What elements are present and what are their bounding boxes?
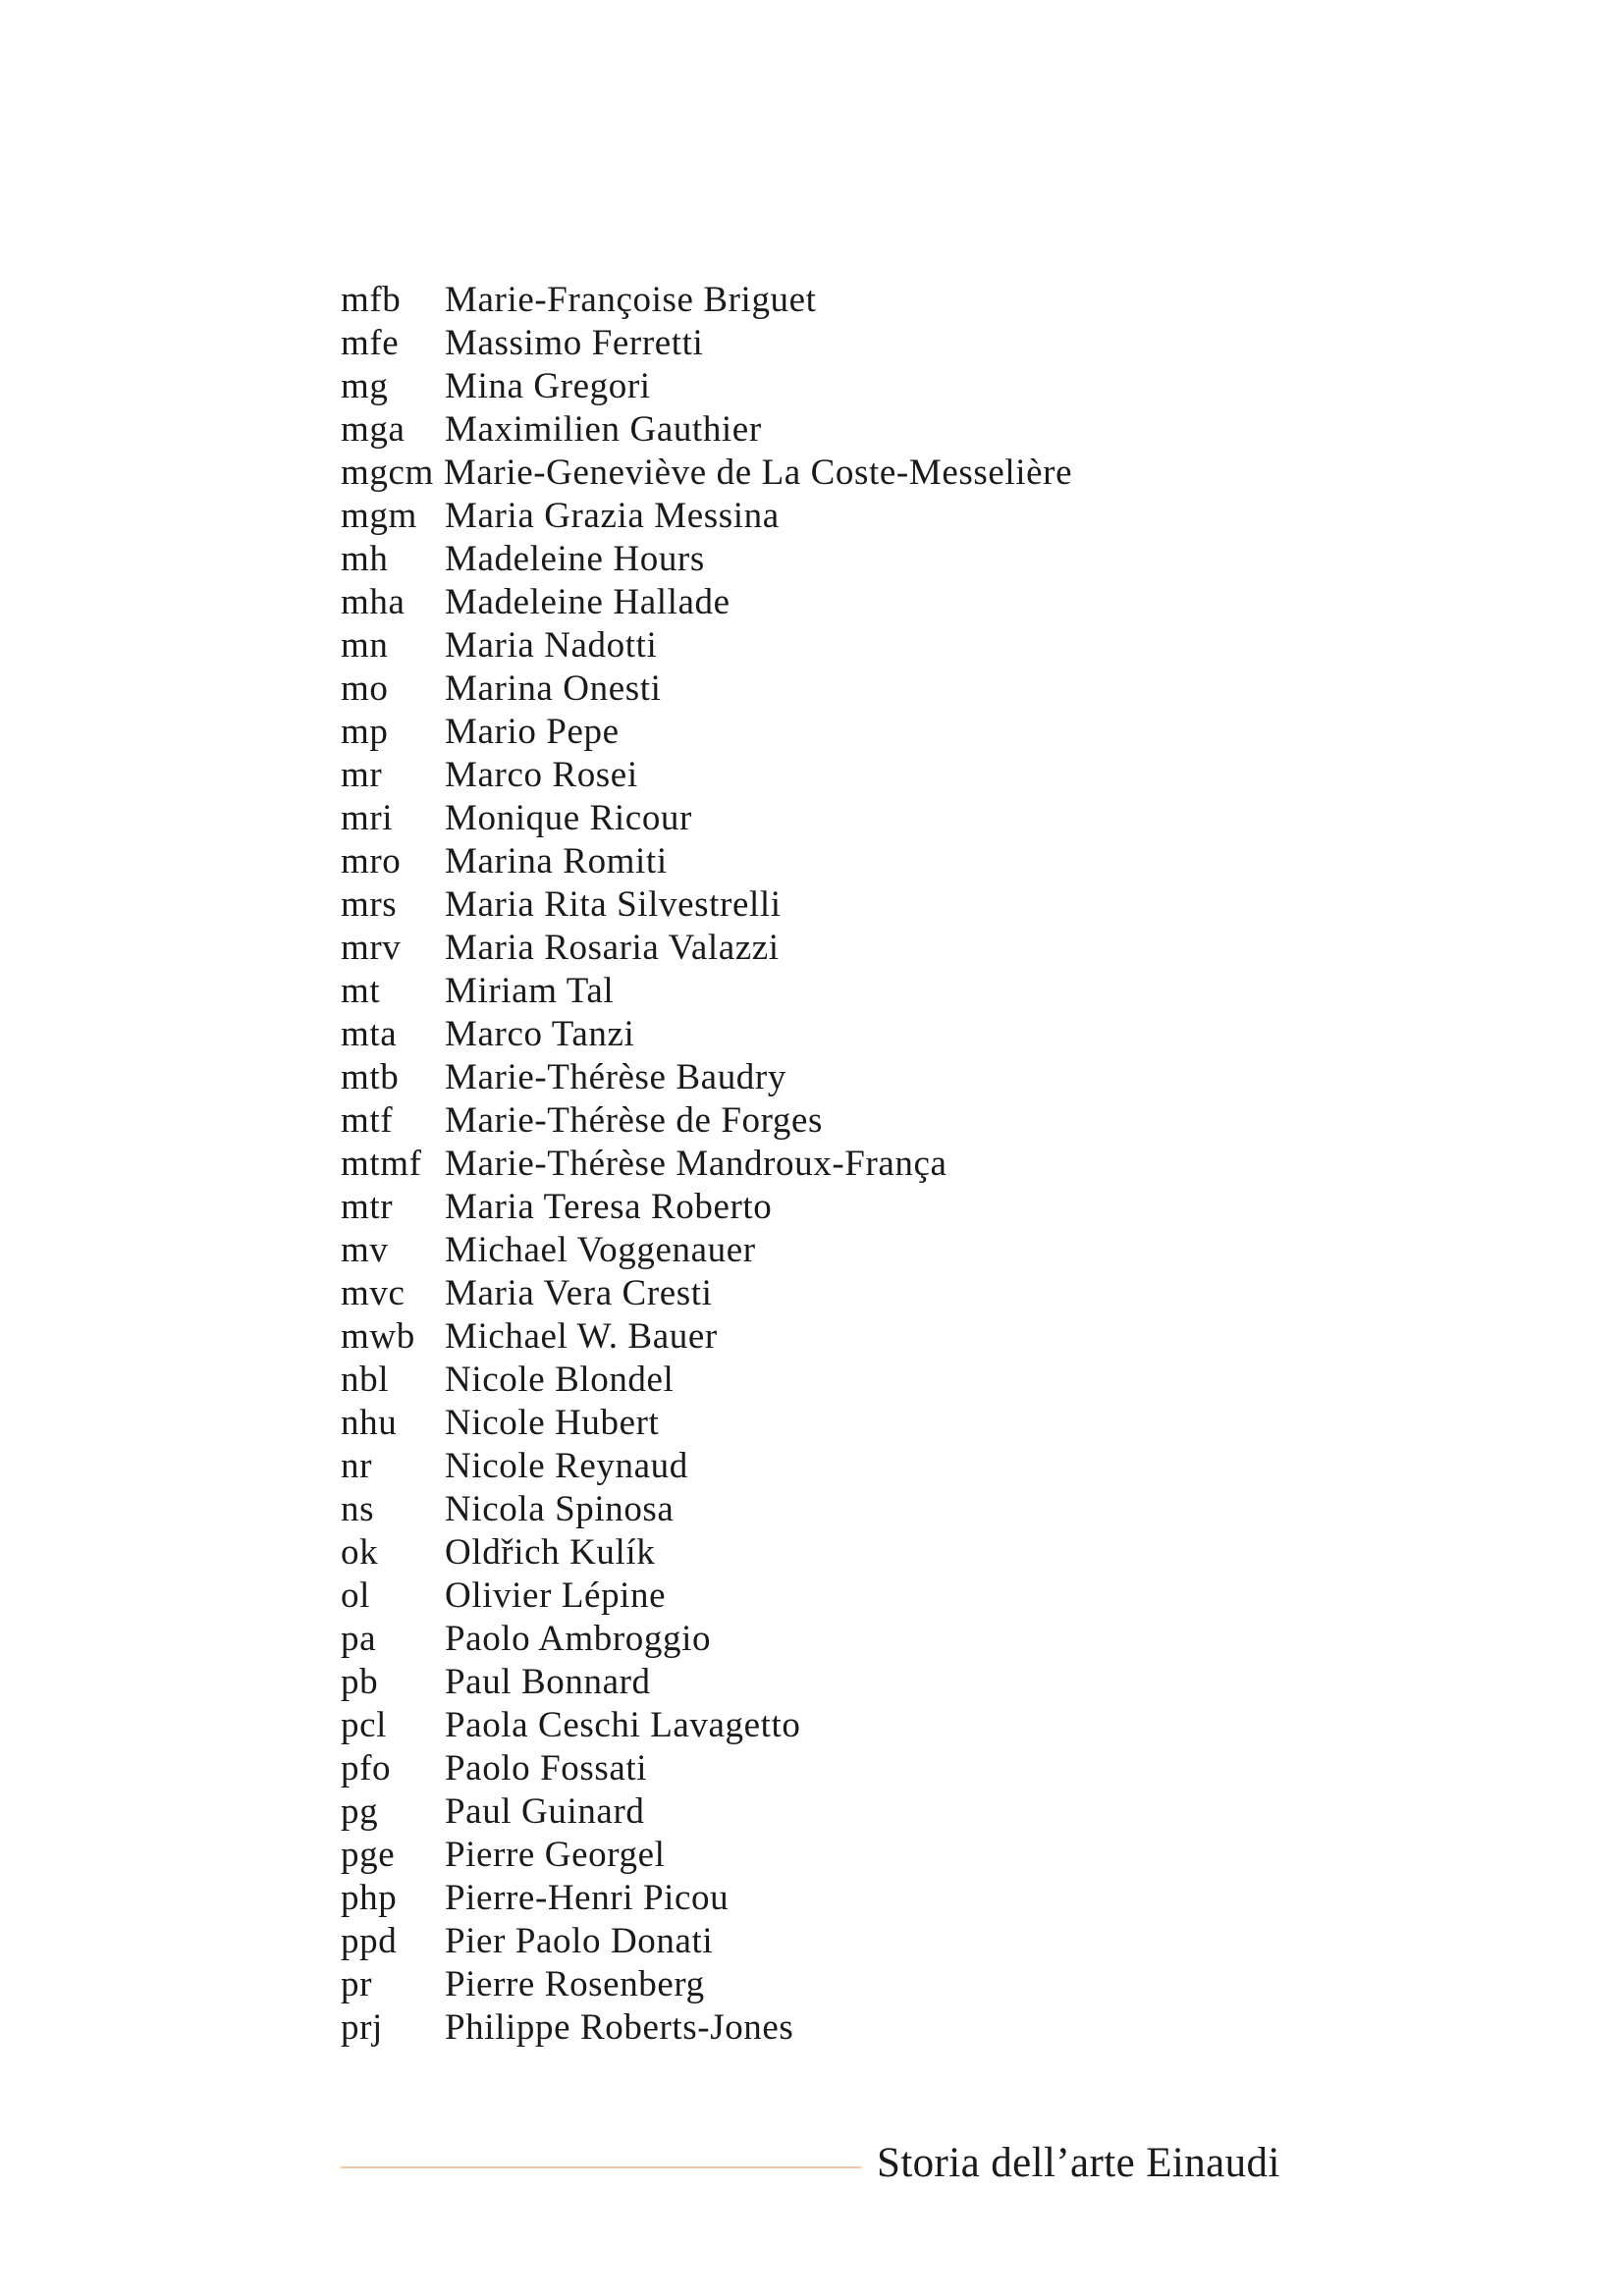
entry-abbreviation: pfo [341,1748,392,1789]
list-item [341,408,1072,452]
entry-name: Marie-Thérèse Mandroux-França [445,1144,947,1184]
list-item [341,927,1072,970]
entry-name: Massimo Ferretti [445,323,704,363]
list-item [341,1790,1072,1834]
list-item [341,1920,1072,1963]
entry-abbreviation: mh [341,539,389,579]
entry-name: Philippe Roberts-Jones [445,2007,794,2048]
list-item [341,2006,1072,2050]
entry-name: Miriam Tal [445,971,615,1011]
entry-abbreviation: mtb [341,1057,400,1097]
entry-name: Maria Vera Cresti [445,1273,713,1313]
entry-name: Maria Rita Silvestrelli [445,884,782,925]
list-item [341,452,1072,495]
entry-abbreviation: mta [341,1014,398,1054]
list-item [341,1272,1072,1315]
list-item [341,797,1072,840]
entry-abbreviation: mr [341,755,383,795]
entry-name: Nicola Spinosa [445,1489,675,1529]
entry-name: Madeleine Hallade [445,582,730,622]
entry-abbreviation: pb [341,1662,379,1702]
entry-abbreviation: pg [341,1791,379,1832]
entry-name: Paolo Fossati [445,1748,648,1789]
entry-abbreviation: mha [341,582,406,622]
entry-name: Maria Nadotti [445,625,658,666]
entry-name: Maximilien Gauthier [445,409,762,450]
list-item [341,1359,1072,1402]
entry-abbreviation: pa [341,1619,377,1659]
entry-abbreviation: mga [341,409,406,450]
entry-abbreviation: mtmf [341,1144,422,1184]
entry-name: Marie-Thérèse Baudry [445,1057,786,1097]
entry-name: Paola Ceschi Lavagetto [445,1705,801,1745]
entry-name: Marina Onesti [445,668,662,709]
entry-name: Nicole Blondel [445,1360,675,1400]
list-item [341,1488,1072,1531]
entry-abbreviation: mn [341,625,389,666]
entry-name: Maria Teresa Roberto [445,1187,773,1227]
entry-abbreviation: ok [341,1532,379,1573]
entry-name: Nicole Reynaud [445,1446,688,1486]
entry-name: Olivier Lépine [445,1575,667,1616]
list-item [341,495,1072,538]
list-item [341,1834,1072,1877]
list-item [341,711,1072,754]
footer-rule [341,2166,861,2168]
page-footer [341,2134,1303,2193]
entry-name: Paolo Ambroggio [445,1619,712,1659]
entry-abbreviation: mgm [341,496,417,536]
entry-name: Marie-Thérèse de Forges [445,1100,824,1141]
entry-abbreviation: nbl [341,1360,390,1400]
entry-abbreviation: mfe [341,323,400,363]
contributors-list [341,279,1072,2050]
entry-name: Maria Grazia Messina [445,496,780,536]
entry-abbreviation: mvc [341,1273,406,1313]
list-item [341,1143,1072,1186]
list-item [341,538,1072,581]
entry-name: Nicole Hubert [445,1403,660,1443]
entry-abbreviation: mt [341,971,381,1011]
entry-name: Pier Paolo Donati [445,1921,714,1961]
entry-name: Paul Guinard [445,1791,645,1832]
entry-name: Marina Romiti [445,841,668,881]
entry-name: Marie-Geneviève de La Coste-Messelière [443,453,1073,493]
list-item [341,1186,1072,1229]
entry-abbreviation: mwb [341,1316,415,1357]
entry-name: Marco Rosei [445,755,638,795]
list-item [341,1661,1072,1704]
list-item [341,754,1072,797]
entry-abbreviation: pcl [341,1705,388,1745]
entry-abbreviation: php [341,1878,398,1918]
list-item [341,970,1072,1013]
list-item [341,624,1072,667]
list-item [341,1229,1072,1272]
list-item [341,667,1072,711]
entry-abbreviation: mv [341,1230,389,1270]
list-item [341,1056,1072,1099]
entry-abbreviation: mfb [341,280,402,320]
entry-name: Pierre-Henri Picou [445,1878,730,1918]
entry-name: Oldřich Kulík [445,1532,656,1573]
entry-abbreviation: mgcm [341,453,434,493]
list-item [341,840,1072,883]
entry-name: Madeleine Hours [445,539,705,579]
list-item [341,1099,1072,1143]
list-item [341,1704,1072,1747]
entry-name: Mina Gregori [445,366,651,406]
entry-abbreviation: pr [341,1964,373,2004]
list-item [341,1963,1072,2006]
entry-abbreviation: mg [341,366,389,406]
entry-name: Monique Ricour [445,798,692,838]
entry-name: Paul Bonnard [445,1662,651,1702]
entry-abbreviation: pge [341,1835,396,1875]
entry-name: Mario Pepe [445,712,620,752]
entry-abbreviation: mro [341,841,402,881]
entry-name: Pierre Georgel [445,1835,666,1875]
entry-abbreviation: prj [341,2007,383,2048]
list-item [341,279,1072,322]
entry-abbreviation: mrs [341,884,398,925]
entry-abbreviation: mp [341,712,389,752]
entry-name: Michael W. Bauer [445,1316,718,1357]
entry-abbreviation: ppd [341,1921,398,1961]
entry-abbreviation: nr [341,1446,373,1486]
entry-name: Michael Voggenauer [445,1230,756,1270]
list-item [341,1402,1072,1445]
entry-abbreviation: nhu [341,1403,398,1443]
entry-abbreviation: mtr [341,1187,394,1227]
entry-abbreviation: mri [341,798,394,838]
entry-abbreviation: ns [341,1489,375,1529]
list-item [341,365,1072,408]
list-item [341,883,1072,927]
entry-abbreviation: ol [341,1575,370,1616]
entry-name: Maria Rosaria Valazzi [445,928,780,968]
list-item [341,1877,1072,1920]
list-item [341,581,1072,624]
list-item [341,1618,1072,1661]
list-item [341,1747,1072,1790]
entry-abbreviation: mtf [341,1100,394,1141]
entry-name: Marie-Françoise Briguet [445,280,817,320]
list-item [341,1315,1072,1359]
list-item [341,1531,1072,1575]
entry-abbreviation: mo [341,668,389,709]
entry-name: Pierre Rosenberg [445,1964,705,2004]
entry-name: Marco Tanzi [445,1014,635,1054]
publication-title: Storia dell’arte Einaudi [877,2140,1280,2186]
list-item [341,1575,1072,1618]
list-item [341,1445,1072,1488]
list-item [341,1013,1072,1056]
list-item [341,322,1072,365]
entry-abbreviation: mrv [341,928,402,968]
